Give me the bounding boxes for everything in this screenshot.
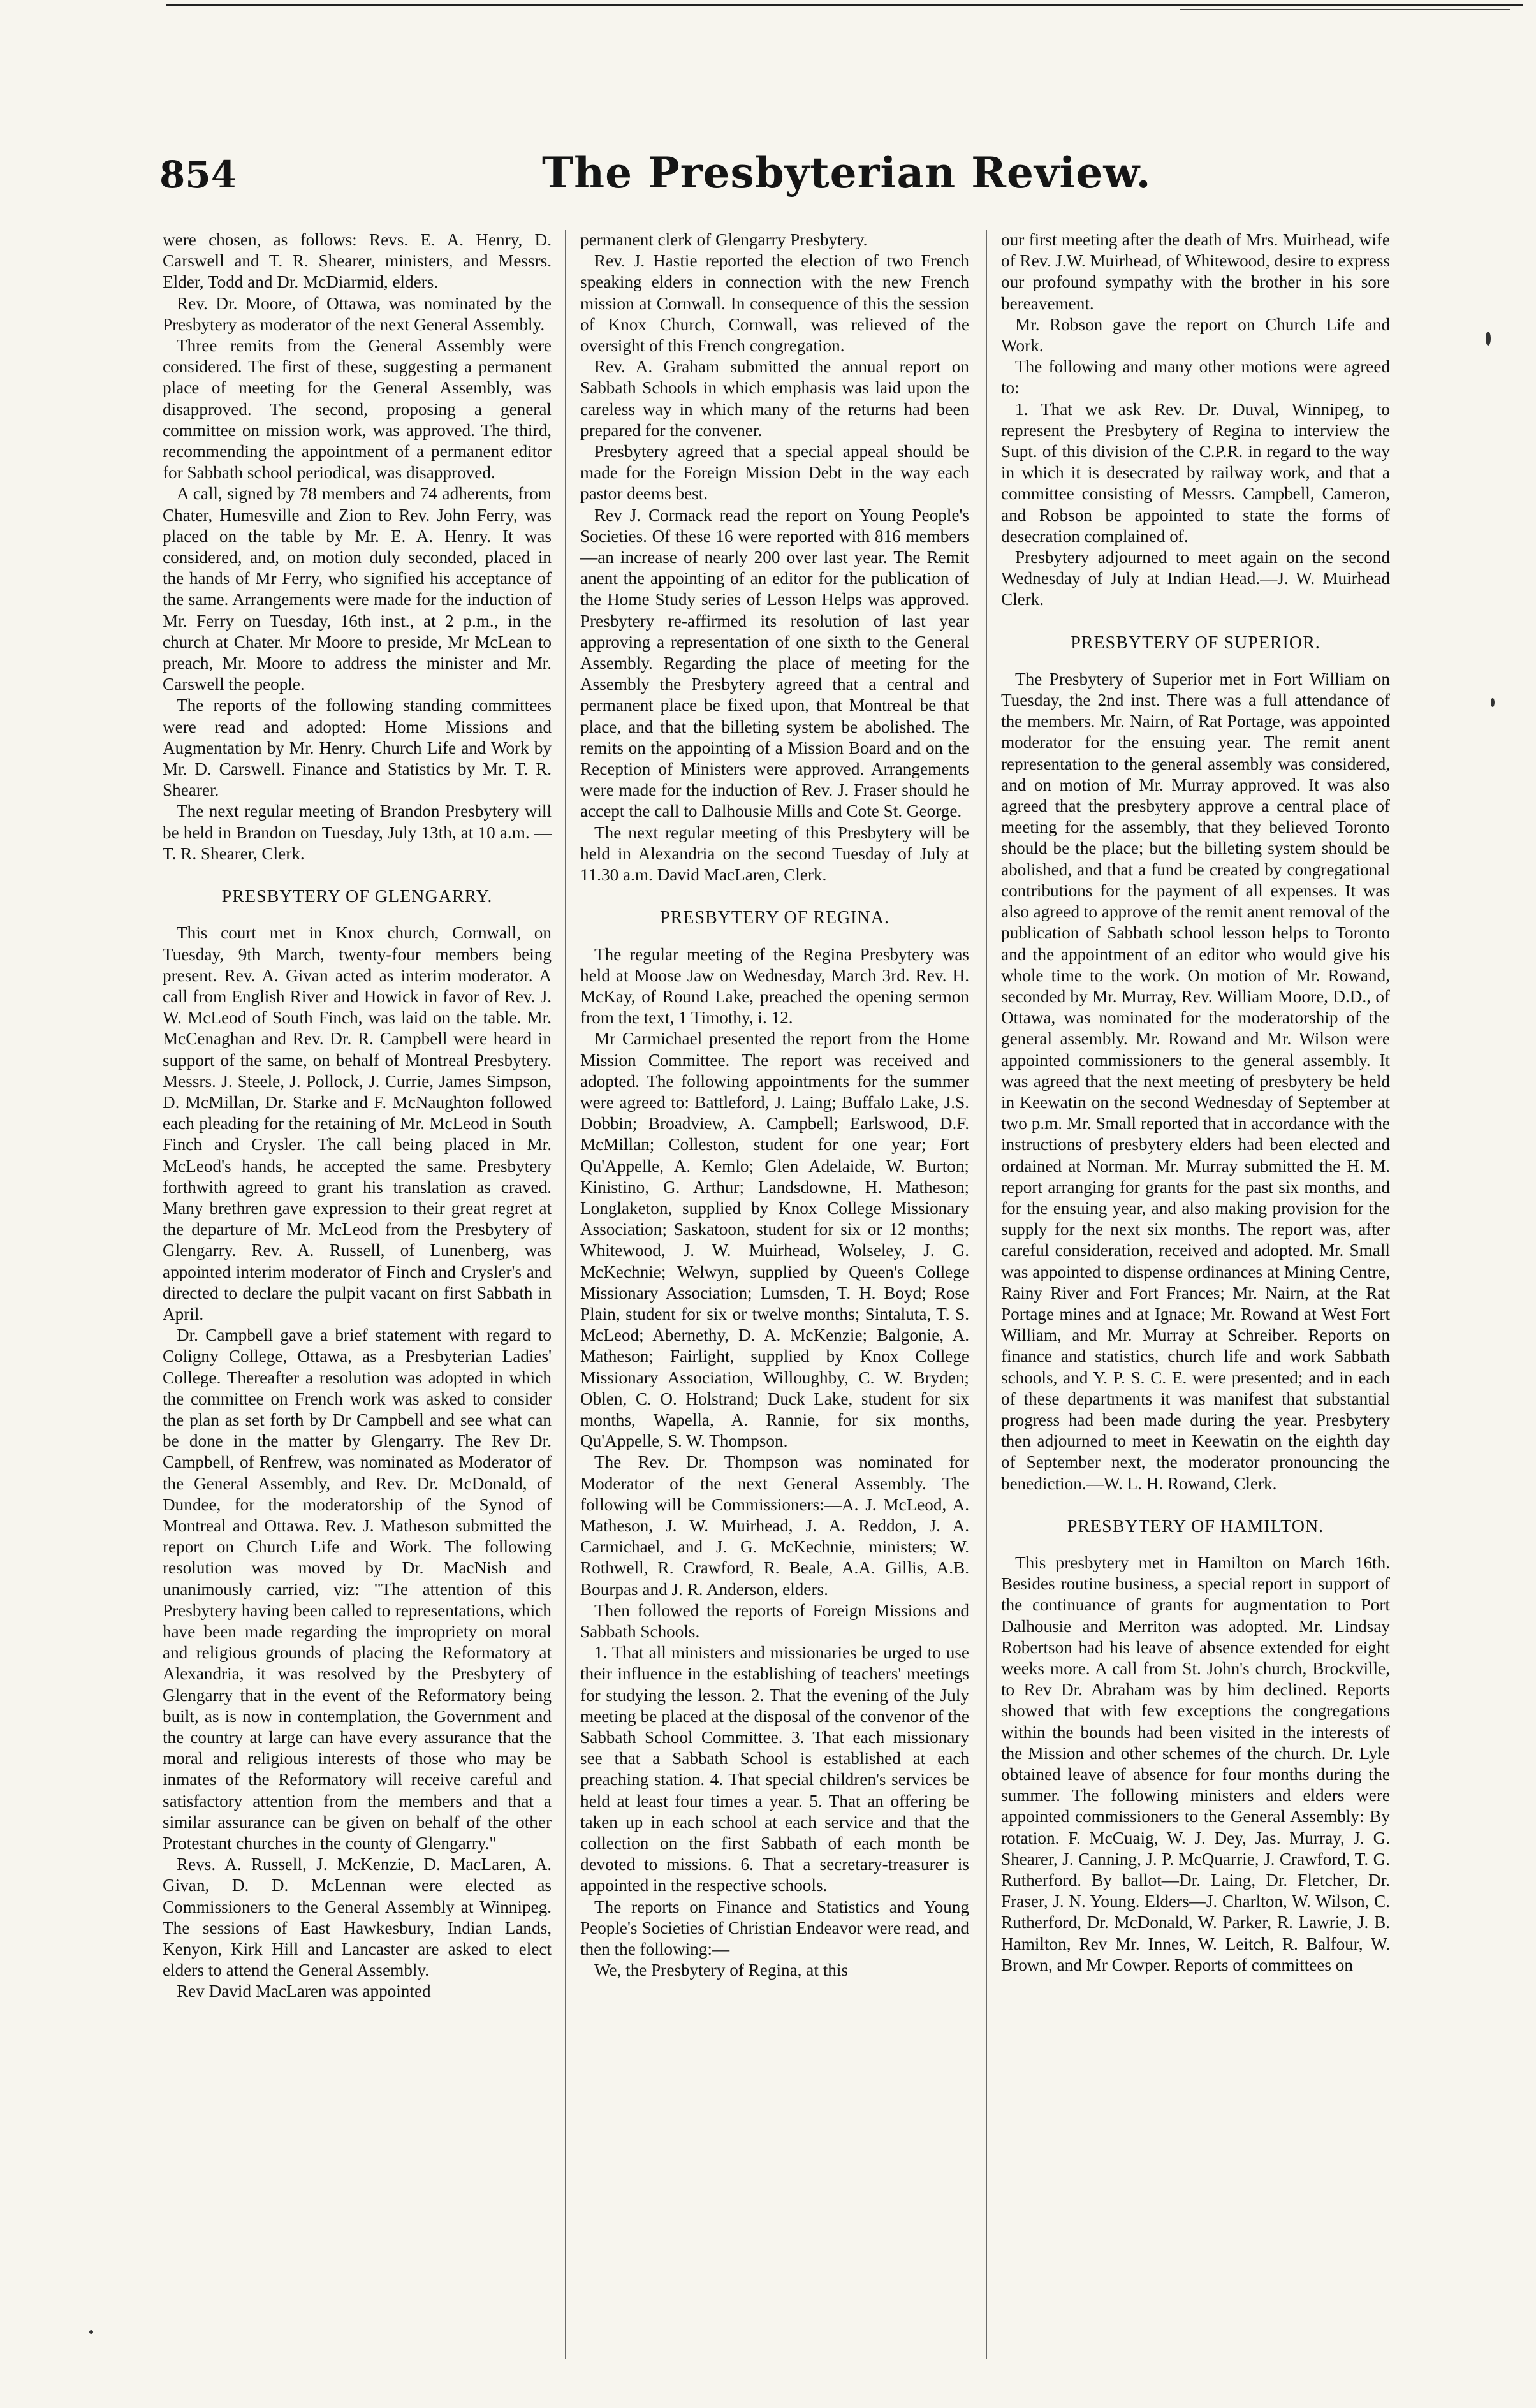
print-speck — [1491, 698, 1495, 707]
section-heading: PRESBYTERY OF REGINA. — [660, 908, 889, 928]
article-paragraph: We, the Presbytery of Regina, at this — [594, 1960, 848, 1980]
article-paragraph: This presbytery met in Hamilton on March 16th. Besides routine business, a special report in support of the continuance of grants for augmentation to Port Dalhousie and Merriton was adopted. Mr. Lindsay Robertson had his leave of absence extended for eight weeks more. A call from St. John's church, Brockville, to Rev Dr. Abraham was by him declined. Reports showed that with few exceptions the congregations within the bounds had been visited in the interests of the Mission and other schemes of the church. Dr. Lyle obtained leave of absence for four months during the summer. The following ministers and elders were appointed commissioners to the General Assembly: By rotation. F. McCuaig, W. J. Dey, Jas. Murray, J. G. Shearer, J. Canning, J. P. McQuarrie, J. Crawford, T. G. Rutherford. By ballot—Dr. Laing, Dr. Fletcher, Dr. Fraser, J. N. Young. Elders—J. Charlton, W. Wilson, C. Rutherford, Dr. McDonald, W. Parker, R. Lawrie, J. B. Hamilton, Rev Mr. Innes, W. Leitch, R. Balfour, W. Brown, and Mr Cowper. Reports of committees on — [1001, 1552, 1390, 1974]
article-paragraph: Mr Carmichael presented the report from the Home Mission Committee. The report was received and adopted. The following appointments for the summer were agreed to: Battleford, J. Laing; Buffalo Lake, J.S. Dobbin; Broadview, A. Campbell; Earlswood, D.F. McMillan; Colleston, student for one year; Fort Qu'Appelle, A. Kemlo; Glen Adelaide, W. Burton; Kinistino, G. Arthur; Landsdowne, H. Matheson; Longlaketon, supplied by Knox College Missionary Association; Saskatoon, student for six or 12 months; Whitewood, J. W. Muirhead, Wolseley, J. G. McKechnie; Welwyn, supplied by Queen's College Missionary Association; Lumsden, T. H. Boyd; Rose Plain, student for six or twelve months; Sintaluta, T. S. McLeod; Abernethy, D. A. McKenzie; Balgonie, A. Matheson; Fairlight, supplied by Knox College Missionary Association, Willoughby, C. W. Bryden; Oblen, C. O. Holstrand; Duck Lake, student for six months, Wapella, A. Rannie, for six months, Qu'Appelle, S. W. Thompson. — [580, 1029, 969, 1451]
text-column-2 — [580, 230, 969, 2359]
section-heading: PRESBYTERY OF SUPERIOR. — [1071, 632, 1320, 653]
article-paragraph: The Rev. Dr. Thompson was nominated for Moderator of the next General Assembly. The following will be Commissioners:—A. J. McLeod, A. Matheson, J. W. Muirhead, J. A. Reddon, J. A. Carmichael, and J. G. McKechnie, ministers; W. Rothwell, R. Crawford, R. Beale, A.A. Gillis, A.B. Bourpas and J. R. Anderson, elders. — [580, 1452, 969, 1599]
article-paragraph: Rev. J. Hastie reported the election of two French speaking elders in connection with the new French mission at Cornwall. In consequence of this the session of Knox Church, Cornwall, was relieved of the oversight of this French congregation. — [580, 251, 969, 356]
article-paragraph: 1. That all ministers and missionaries be urged to use their influence in the establishing of teachers' meetings for studying the lesson. 2. That the evening of the July meeting be placed at the disposal of the convenor of the Sabbath School Committee. 3. That each missionary see that a Sabbath School is established at each preaching station. 4. That special children's services be held at least four times a year. 5. That an offering be taken up in each school at each service and that the collection on the first Sabbath of each month be devoted to missions. 6. That a secretary-treasurer is appointed in the respective schools. — [580, 1643, 969, 1895]
journal-title: The Presbyterian Review. — [542, 148, 1152, 198]
article-paragraph: The regular meeting of the Regina Presbytery was held at Moose Jaw on Wednesday, March 3rd. Rev. H. McKay, of Round Lake, preached the opening sermon from the text, 1 Timothy, i. 12. — [580, 944, 969, 1028]
top-border-rule — [166, 4, 1523, 6]
column-divider — [986, 230, 987, 2359]
article-paragraph: Rev David MacLaren was appointed — [177, 1981, 431, 2001]
article-paragraph: Mr. Robson gave the report on Church Life and Work. — [1001, 314, 1390, 356]
article-paragraph: Revs. A. Russell, J. McKenzie, D. MacLaren, A. Givan, D. D. McLennan were elected as Commissioners to the General Assembly at Winnipeg. The sessions of East Hawkesbury, Indian Lands, Kenyon, Kirk Hill and Lancaster are asked to elect elders to attend the General Assembly. — [163, 1855, 552, 1980]
page-number: 854 — [159, 153, 237, 196]
article-paragraph: Rev. Dr. Moore, of Ottawa, was nominated by the Presbytery as moderator of the next General Assembly. — [163, 293, 552, 334]
print-speck — [89, 2330, 93, 2334]
article-paragraph: Rev J. Cormack read the report on Young People's Societies. Of these 16 were reported with 816 members—an increase of nearly 200 over last year. The Remit anent the appointing of an editor for the publication of the Home Study series of Lesson Helps was approved. Presbytery re-affirmed its resolution of last year approving a representation of one sixth to the General Assembly. Regarding the place of meeting for the Assembly the Presbytery agreed that a central and permanent place be fixed upon, that Montreal be that place, and that the billeting system be abolished. The remits on the appointing of a Mission Board and on the Reception of Ministers were approved. Arrangements were made for the induction of Rev. J. Fraser should he accept the call to Dalhousie Mills and Cote St. George. — [580, 505, 969, 821]
article-paragraph: 1. That we ask Rev. Dr. Duval, Winnipeg, to represent the Presbytery of Regina to interview the Supt. of this division of the C.P.R. in regard to the way in which it is desecrated by railway work, and that a committee consisting of Messrs. Campbell, Cameron, and Robson be appointed to state the forms of desecration complained of. — [1001, 399, 1390, 546]
article-paragraph: The following and many other motions were agreed to: — [1001, 357, 1390, 398]
article-paragraph: Rev. A. Graham submitted the annual report on Sabbath Schools in which emphasis was laid upon the careless way in which many of the returns had been prepared for the convener. — [580, 357, 969, 440]
article-paragraph: Dr. Campbell gave a brief statement with regard to Coligny College, Ottawa, as a Presbyterian Ladies' College. Thereafter a resolution was adopted in which the committee on French work was asked to consider the plan as set forth by Dr Campbell and see what can be done in the matter by Glengarry. The Rev Dr. Campbell, of Renfrew, was nominated as Moderator of the General Assembly, and Rev. Dr. McDonald, of Dundee, for the moderatorship of the Synod of Montreal and Ottawa. Rev. J. Matheson submitted the report on Church Life and Work. The following resolution was moved by Dr. MacNish and unanimously carried, viz: "The attention of this Presbytery having been called to representations, which have been made regarding the impropriety on moral and religious grounds of placing the Reformatory at Alexandria, it was resolved by the Presbytery of Glengarry that in the event of the Reformatory being built, as is now in contemplation, the Government and the country at large can have every assurance that the moral and religious interests of those who may be inmates of the Reformatory will receive careful and satisfactory attention from the members and that a similar assurance can be given on behalf of the other Protestant churches in the county of Glengarry." — [163, 1325, 552, 1853]
article-paragraph: Presbytery adjourned to meet again on the second Wednesday of July at Indian Head.—J. W. Muirhead Clerk. — [1001, 548, 1390, 609]
article-paragraph: A call, signed by 78 members and 74 adherents, from Chater, Humesville and Zion to Rev. John Ferry, was placed on the table by Mr. E. A. Henry. It was considered, and, on motion duly seconded, placed in the hands of Mr Ferry, who signified his acceptance of the same. Arrangements were made for the induction of Mr. Ferry on Tuesday, 16th inst., at 2 p.m., in the church at Chater. Mr Moore to preside, Mr McLean to preach, Mr. Moore to address the minister and Mr. Carswell the people. — [163, 484, 552, 694]
print-speck — [1486, 332, 1491, 346]
article-paragraph: our first meeting after the death of Mrs. Muirhead, wife of Rev. J.W. Muirhead, of Whitewood, desire to express our profound sympathy with the brother in his sore bereavement. — [1001, 230, 1390, 313]
article-paragraph: Then followed the reports of Foreign Missions and Sabbath Schools. — [580, 1600, 969, 1641]
article-paragraph: The reports on Finance and Statistics and Young People's Societies of Christian Endeavor were read, and then the following:— — [580, 1897, 969, 1959]
page-header — [147, 140, 1523, 217]
article-paragraph: The next regular meeting of this Presbytery will be held in Alexandria on the second Tuesday of July at 11.30 a.m. David MacLaren, Clerk. — [580, 822, 969, 885]
article-paragraph: The next regular meeting of Brandon Presbytery will be held in Brandon on Tuesday, July 13th, at 10 a.m. —T. R. Shearer, Clerk. — [163, 801, 552, 863]
section-heading: PRESBYTERY OF GLENGARRY. — [221, 887, 493, 907]
article-paragraph: Three remits from the General Assembly were considered. The first of these, suggesting a permanent place of meeting for the General Assembly, was disapproved. The second, proposing a general committee on mission work, was approved. The third, recommending the appointment of a permanent editor for Sabbath school periodical, was disapproved. — [163, 336, 552, 483]
article-paragraph: permanent clerk of Glengarry Presbytery. — [580, 230, 868, 249]
article-paragraph: The Presbytery of Superior met in Fort William on Tuesday, the 2nd inst. There was a full attendance of the members. Mr. Nairn, of Rat Portage, was appointed moderator for the ensuing year. The remit anent representation to the general assembly was considered, and on motion of Mr. Murray approved. It was also agreed that the presbytery approve a central place of meeting for the assembly, that they believed Toronto should be the place; but the billeting system should be abolished, and that a fund be created by congregational contributions for the payment of all expenses. It was also agreed to approve of the remit anent removal of the publication of Sabbath school lesson helps to Toronto and the appointment of an editor who would give his whole time to the work. On motion of Mr. Rowand, seconded by Mr. Murray, Rev. William Moore, D.D., of Ottawa, was nominated for the moderatorship of the general assembly. Mr. Rowand and Mr. Wilson were appointed commissioners to the general assembly. It was agreed that the next meeting of presbytery be held in Keewatin on the second Wednesday of September at two p.m. Mr. Small reported that in accordance with the instructions of presbytery elders had been elected and ordained at Norman. Mr. Murray submitted the H. M. report arranging for grants for the past six months, and for the ensuing year, and also making provision for the supply for the next six months. The report was, after careful consideration, received and adopted. Mr. Small was appointed to dispense ordinances at Mining Centre, Rainy River and Fort Frances; Mr. Nairn, at the Rat Portage mines and at Ignace; Mr. Rowand at West Fort William, and Mr. Murray at Schreiber. Reports on finance and statistics, church life and work Sabbath schools, and Y. P. S. C. E. were presented; and in each of these departments it was manifest that substantial progress had been made during the year. Presbytery then adjourned to meet in Keewatin on the eighth day of September next, the moderator pronouncing the benediction.—W. L. H. Rowand, Clerk. — [1001, 669, 1390, 1493]
top-border-rule-secondary — [1180, 9, 1510, 10]
column-divider — [565, 230, 566, 2359]
text-column-1 — [163, 230, 552, 2359]
article-paragraph: were chosen, as follows: Revs. E. A. Henry, D. Carswell and T. R. Shearer, ministers, and Messrs. Elder, Todd and Dr. McDiarmid, elders. — [163, 230, 552, 292]
article-paragraph: Presbytery agreed that a special appeal should be made for the Foreign Mission Debt in the way each pastor deems best. — [580, 442, 969, 504]
section-heading: PRESBYTERY OF HAMILTON. — [1067, 1516, 1324, 1536]
article-paragraph: This court met in Knox church, Cornwall, on Tuesday, 9th March, twenty-four members being present. Rev. A. Givan acted as interim moderator. A call from English River and Howick in favor of Rev. J. W. McLeod of South Finch, was laid on the table. Mr. McCenaghan and Rev. Dr. R. Campbell were heard in support of the same, on behalf of Montreal Presbytery. Messrs. J. Steele, J. Pollock, J. Currie, James Simpson, D. McMillan, Dr. Starke and F. McNaughton followed each pleading for the retaining of Mr. McLeod in South Finch and Crysler. The call being placed in Mr. McLeod's hands, he accepted the same. Presbytery forthwith agreed to grant his translation as craved. Many brethren gave expression to their great regret at the departure of Mr. McLeod from the Presbytery of Glengarry. Rev. A. Russell, of Lunenberg, was appointed interim moderator of Finch and Crysler's and directed to declare the pulpit vacant on first Sabbath in April. — [163, 923, 552, 1324]
text-column-3 — [1001, 230, 1390, 2359]
article-paragraph: The reports of the following standing committees were read and adopted: Home Missions and Augmentation by Mr. Henry. Church Life and Work by Mr. D. Carswell. Finance and Statistics by Mr. T. R. Shearer. — [163, 696, 552, 800]
